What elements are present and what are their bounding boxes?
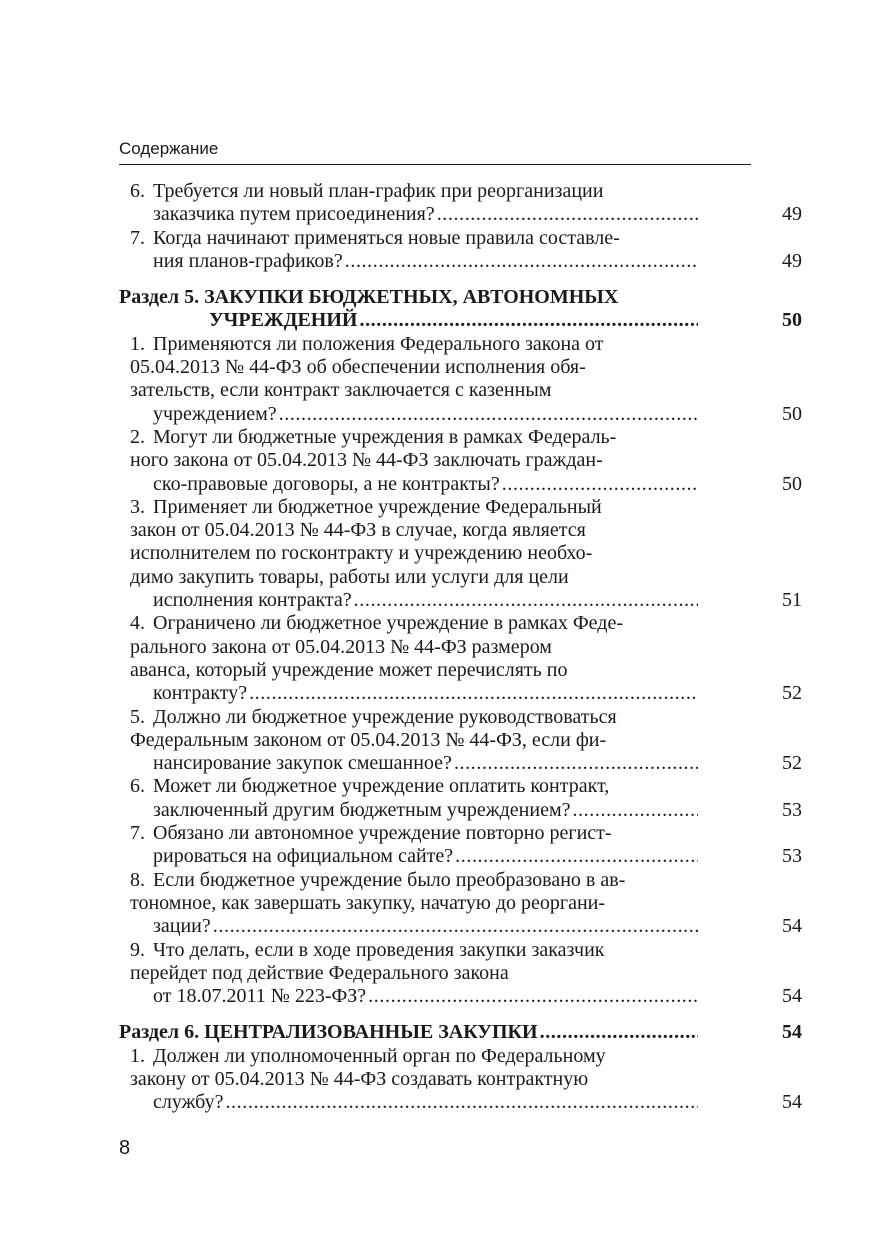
toc-page-number: 50: [782, 402, 802, 425]
toc-page-number: 51: [782, 589, 802, 612]
toc-entry-text: ния планов-графиков?: [153, 249, 343, 272]
toc-entry-text: заключенный другим бюджетным учреждением?: [153, 798, 571, 821]
toc-entry-text: Требуется ли новый план-график при реорганизации: [153, 180, 604, 202]
toc-entry-number: 2.: [130, 425, 145, 448]
table-of-contents: [119, 180, 802, 1115]
toc-entry-text: Федеральным законом от 05.04.2013 № 44-ФЗ, если фи-: [130, 728, 607, 751]
leader-dots: [502, 473, 698, 496]
section-6-title-line: [119, 1021, 698, 1044]
leader-dots: [213, 915, 698, 938]
toc-entry-text: рироваться на официальном сайте?: [153, 845, 454, 868]
toc-page-number: 49: [782, 249, 802, 272]
toc-entry-text: контракту?: [153, 682, 248, 705]
toc-page-number: 54: [782, 1021, 802, 1044]
toc-entry-line: [130, 938, 698, 962]
toc-entry-line: [153, 403, 698, 426]
toc-entry-text: Должен ли уполномоченный орган по Федеральному: [153, 1044, 606, 1067]
toc-entry[interactable]: [119, 226, 802, 274]
toc-entry-line: [153, 589, 698, 612]
toc-entry-number: 1.: [130, 332, 145, 355]
toc-entry[interactable]: [119, 822, 802, 869]
toc-entry-line: [130, 728, 698, 752]
toc-entry-number: 7.: [130, 226, 145, 249]
toc-entry-line: [153, 915, 698, 938]
toc-entry-line: [153, 985, 698, 1008]
toc-entry-line: [153, 473, 698, 496]
toc-entry-line: [130, 379, 698, 402]
toc-entry-text: Что делать, если в ходе проведения закупки заказчик: [153, 938, 605, 961]
toc-entry-line: [130, 868, 698, 892]
toc-entry-line: [153, 250, 698, 273]
toc-entry-number: 4.: [130, 612, 145, 635]
toc-entry-line: [130, 1067, 698, 1091]
toc-entry-text: Может ли бюджетное учреждение оплатить контракт,: [153, 775, 610, 798]
toc-entry-text: ного закона от 05.04.2013 № 44-ФЗ заключать граждан-: [130, 449, 603, 472]
toc-entry-text: Если бюджетное учреждение было преобразовано в ав-: [153, 868, 626, 891]
leader-dots: [354, 589, 698, 612]
toc-entry-number: 6.: [130, 775, 145, 798]
toc-entry-line: [130, 542, 698, 565]
toc-entry-line: [153, 799, 698, 822]
toc-entry-line: [130, 961, 698, 985]
toc-entry-line: [153, 752, 698, 775]
toc-entry-number: 3.: [130, 495, 145, 518]
toc-entry-text: Обязано ли автономное учреждение повторно регист-: [153, 822, 612, 845]
leader-dots: [454, 752, 698, 775]
toc-entry-line: [130, 519, 698, 542]
toc-page-number: 52: [782, 682, 802, 705]
toc-entry-text: закону от 05.04.2013 № 44-ФЗ создавать контрактную: [130, 1067, 589, 1090]
toc-entry-number: 8.: [130, 868, 145, 891]
leader-dots: [437, 203, 698, 226]
toc-entry[interactable]: [119, 775, 802, 822]
toc-entry-line: [153, 845, 698, 868]
toc-entry-line: [130, 332, 698, 356]
toc-entry-text: от 18.07.2011 № 223-ФЗ?: [153, 985, 367, 1008]
toc-entry[interactable]: [119, 1044, 802, 1115]
toc-entry-text: исполнителем по госконтракту и учреждению необхо-: [130, 542, 593, 565]
toc-entry-line: [130, 1044, 698, 1068]
toc-entry-text: тономное, как завершать закупку, начатую до реоргани-: [130, 891, 606, 914]
toc-entry-text: Когда начинают применяться новые правила составле-: [153, 226, 620, 249]
leader-dots: [572, 799, 698, 822]
section-5-title-line-2: [119, 309, 698, 332]
toc-entry-text: 05.04.2013 № 44-ФЗ об обеспечении исполнения обя-: [130, 356, 586, 379]
section-6-title-text: Раздел 6. ЦЕНТРАЛИЗОВАННЫЕ ЗАКУПКИ: [119, 1021, 538, 1044]
toc-group-section-6: [119, 1044, 802, 1115]
toc-entry-text: Применяются ли положения Федерального закона от: [153, 332, 604, 355]
toc-entry-line: [130, 705, 698, 729]
toc-entry-line: [153, 1091, 698, 1114]
leader-dots: [249, 682, 698, 705]
toc-entry-text: перейдет под действие Федерального закона: [130, 961, 509, 984]
section-5-heading[interactable]: [119, 286, 802, 333]
toc-page-number: 53: [782, 798, 802, 821]
toc-entry-text: димо закупить товары, работы или услуги для цели: [130, 565, 569, 588]
toc-entry-line: [130, 658, 698, 682]
toc-entry-text: зации?: [153, 915, 211, 938]
toc-entry-line: [130, 449, 698, 472]
toc-entry[interactable]: [119, 868, 802, 939]
toc-entry-text: заказчика путем присоединения?: [153, 203, 435, 226]
toc-entry-number: 1.: [130, 1044, 145, 1067]
toc-entry-line: [130, 635, 698, 659]
toc-entry-text: Ограничено ли бюджетное учреждение в рамках Феде-: [153, 612, 624, 635]
toc-page-number: 49: [782, 203, 802, 226]
toc-entry-line: [130, 495, 698, 519]
toc-entry-line: [130, 180, 698, 203]
toc-page-number: 50: [782, 309, 802, 332]
toc-entry-number: 5.: [130, 705, 145, 728]
toc-entry-text: исполнения контракта?: [153, 589, 352, 612]
toc-entry-text: учреждением?: [153, 402, 277, 425]
toc-entry[interactable]: [119, 938, 802, 1009]
toc-entry-text: зательств, если контракт заключается с казенным: [130, 379, 552, 402]
toc-entry-text: Могут ли бюджетные учреждения в рамках Федераль-: [153, 425, 617, 448]
toc-entry-text: Должно ли бюджетное учреждение руководствоваться: [153, 705, 617, 728]
leader-dots: [359, 309, 698, 332]
toc-entry-line: [130, 226, 698, 250]
toc-group-continued: [119, 180, 802, 273]
toc-entry-text: службу?: [153, 1091, 224, 1114]
running-header: Содержание: [119, 139, 219, 158]
toc-entry-line: [130, 891, 698, 915]
toc-entry-line: [153, 203, 698, 226]
toc-entry-line: [130, 822, 698, 845]
leader-dots: [279, 403, 698, 426]
toc-entry-text: рального закона от 05.04.2013 № 44-ФЗ размером: [130, 635, 552, 658]
toc-group-section-5: [119, 332, 802, 1009]
section-6-heading[interactable]: [119, 1021, 802, 1044]
toc-page-number: 52: [782, 752, 802, 775]
toc-entry[interactable]: [119, 705, 802, 776]
toc-page-number: 50: [782, 472, 802, 495]
toc-entry-line: [153, 682, 698, 705]
toc-entry-number: 6.: [130, 180, 145, 202]
header-rule: [119, 164, 751, 165]
leader-dots: [225, 1091, 698, 1114]
toc-entry-text: Применяет ли бюджетное учреждение Федеральный: [153, 495, 602, 518]
toc-page-number: 54: [782, 1091, 802, 1114]
toc-entry-line: [130, 612, 698, 635]
toc-entry[interactable]: [119, 180, 802, 227]
toc-entry-number: 9.: [130, 938, 145, 961]
toc-entry[interactable]: [119, 332, 802, 426]
toc-entry-line: [130, 425, 698, 449]
toc-page-number: 54: [782, 985, 802, 1008]
toc-page-number: 54: [782, 915, 802, 938]
page-number: 8: [119, 1137, 131, 1159]
leader-dots: [455, 845, 698, 868]
toc-entry-line: [130, 775, 698, 798]
toc-entry-text: аванса, который учреждение может перечислять по: [130, 658, 568, 681]
section-5-title-line-1: Раздел 5. ЗАКУПКИ БЮДЖЕТНЫХ, АВТОНОМНЫХ: [119, 286, 619, 309]
leader-dots: [540, 1021, 698, 1044]
toc-entry-text: нансирование закупок смешанное?: [153, 752, 452, 775]
toc-entry-text: закон от 05.04.2013 № 44-ФЗ в случае, когда является: [130, 519, 586, 542]
toc-page-number: 53: [782, 845, 802, 868]
toc-entry-number: 7.: [130, 822, 145, 845]
section-5-title-text: УЧРЕЖДЕНИЙ: [209, 309, 358, 332]
toc-entry[interactable]: [119, 612, 802, 705]
toc-entry[interactable]: [119, 495, 802, 612]
leader-dots: [345, 250, 698, 273]
toc-entry[interactable]: [119, 425, 802, 496]
toc-entry-line: [130, 565, 698, 589]
toc-entry-text: ско-правовые договоры, а не контракты?: [153, 472, 500, 495]
toc-entry-line: [130, 356, 698, 379]
leader-dots: [368, 985, 698, 1008]
